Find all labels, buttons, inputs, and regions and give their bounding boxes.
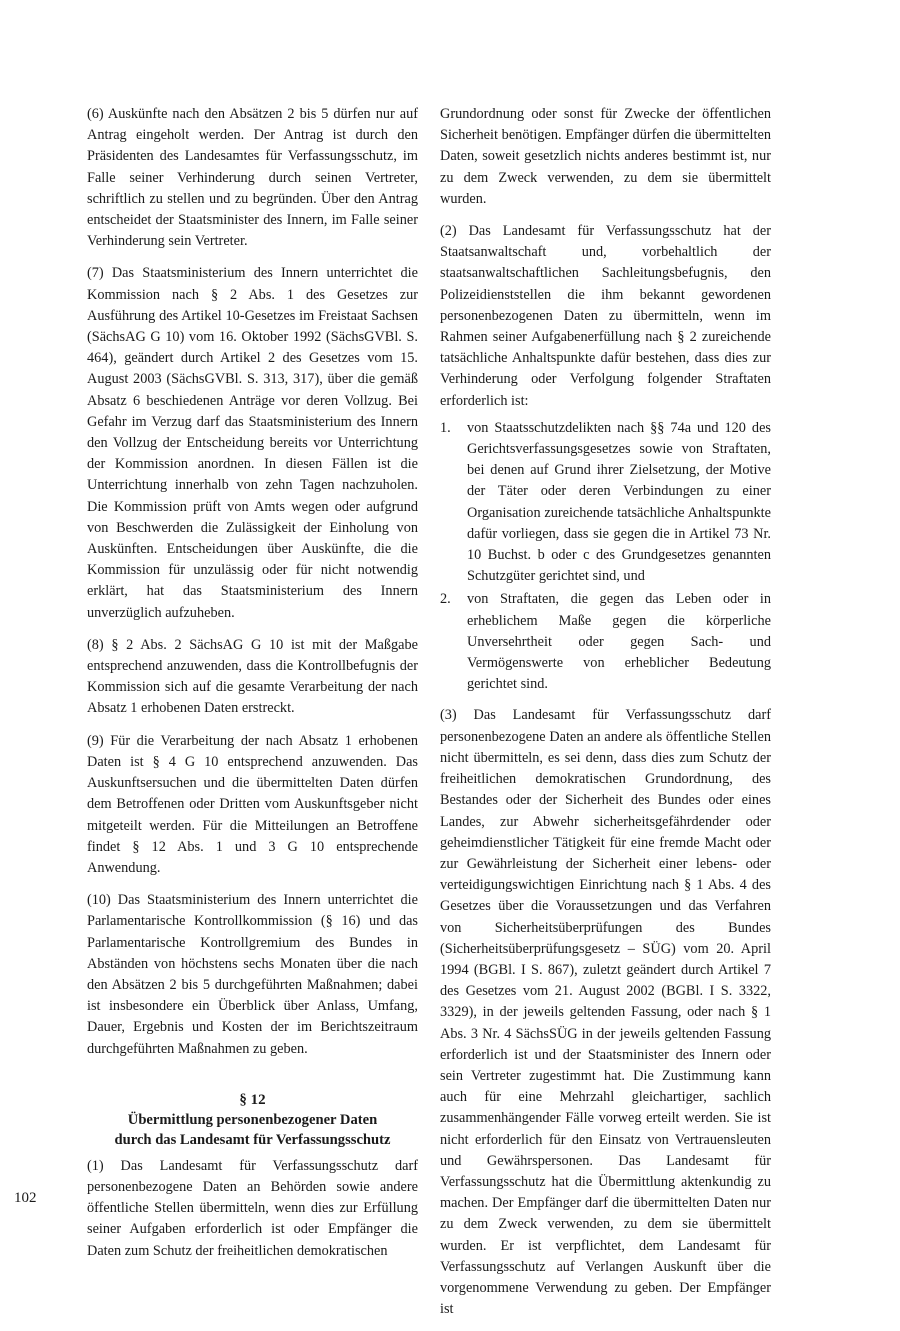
right-column [440,104,771,1331]
section-title-line-2: durch das Landesamt für Verfassungsschutz [114,1131,391,1148]
section-12-paragraph-1: (1) Das Landesamt für Verfassungsschutz darf personenbezogene Daten an Behörden sowie andere öffentliche Stellen übermitteln, wenn dies zur Erfüllung seiner Aufgaben erforderlich ist oder Empfänger die Daten zum Schutz der freiheitlichen demokratischen [87,1157,418,1259]
paragraph-6: (6) Auskünfte nach den Absätzen 2 bis 5 dürfen nur auf Antrag eingeholt werden. Der Antrag ist durch den Präsidenten des Landesamtes für Verfassungsschutz, im Falle seiner Verhinderung durch seinen Vertreter, schriftlich zu stellen und zu begründen. Über den Antrag entscheidet der Staatsminister des Innern, im Falle seiner Verhinderung sein Vertreter. [87,106,418,250]
section-title-line-1: Übermittlung personenbezogener Daten [127,1111,378,1128]
paragraph-10: (10) Das Staatsministerium des Innern unterrichtet die Parlamentarische Kontrollkommission (§ 16) und das Parlamentarische Kontrollgremium des Bundes in Abständen von höchstens sechs Monaten über die nach den Absätzen 2 bis 5 durchgeführten Maßnahmen; dabei ist insbesondere ein Überblick über Anlass, Umfang, Dauer, Ergebnis und Kosten der im Berichtszeitraum durchgeführten Maßnahmen zu geben. [87,892,418,1057]
paragraph-8: (8) § 2 Abs. 2 SächsAG G 10 ist mit der Maßgabe entsprechend anzuwenden, dass die Kontrollbefugnis der Kommission sich auf die gesamte Verarbeitung der nach Absatz 1 erhobenen Daten erstreckt. [87,636,418,717]
list-item [440,589,771,695]
paragraph-9: (9) Für die Verarbeitung der nach Absatz 1 erhobenen Daten ist § 4 G 10 entsprechend anzuwenden. Das Auskunftsersuchen und die übermittelten Daten dürfen dem Betroffenen oder Dritten vom Auskunftsgeber nicht mitgeteilt werden. Für die Mitteilungen an Betroffene findet § 12 Abs. 1 und 3 G 10 entsprechende Anwendung. [87,732,418,876]
list-item-number: 1. [440,419,451,436]
paragraph-3: (3) Das Landesamt für Verfassungsschutz darf personenbezogene Daten an andere als öffentliche Stellen nicht übermitteln, es sei denn, dass dies zum Schutz der freiheitlichen demokratischen Grundordnung, des Bestandes oder der Sicherheit des Bundes oder eines Landes, zur Abwehr sicherheitsgefährdender oder geheimdienstlicher Tätigkeit für eine fremde Macht oder zur Gewährleistung der Sicherheit einer lebens- oder verteidigungswichtigen Einrichtung nach § 1 Abs. 4 des Gesetzes über die Voraussetzungen und das Verfahren von Sicherheitsüberprüfungen des Bundes (Sicherheitsüberprüfungsgesetz – SÜG) vom 20. April 1994 (BGBl. I S. 867), zuletzt geändert durch Artikel 7 des Gesetzes vom 21. August 2002 (BGBl. I S. 3322, 3329), in der jeweils geltenden Fassung, oder nach § 1 Abs. 3 Nr. 4 SächsSÜG in der jeweils geltenden Fassung erforderlich ist und der Staatsminister des Innern oder sein Vertreter zugestimmt hat. Die Zustimmung kann auch für eine Mehrzahl gleichartiger, sachlich zusammenhängender Fälle vorweg erteilt werden. Sie ist nicht erforderlich für den Einsatz von Vertrauensleuten und Gewährspersonen. Das Landesamt für Verfassungsschutz hat die Übermittlung aktenkundig zu machen. Der Empfänger darf die übermittelten Daten nur zu dem Zweck verwenden, zu dem sie übermittelt wurden. Er ist verpflichtet, dem Landesamt für Verfassungsschutz auf Verlangen Auskunft über die vorgenommene Verwendung zu geben. Der Empfänger ist [440,707,771,1318]
list-item [440,418,771,588]
paragraph-7: (7) Das Staatsministerium des Innern unterrichtet die Kommission nach § 2 Abs. 1 des Gesetzes zur Ausführung des Artikel 10-Gesetzes im Freistaat Sachsen (SächsAG G 10) vom 16. Oktober 1992 (SächsGVBl. S. 464), geändert durch Artikel 2 des Gesetzes vom 15. August 2003 (SächsGVBl. S. 313, 317), über die gemäß Absatz 6 beschiedenen Anträge vor deren Vollzug. Bei Gefahr im Verzug darf das Staatsministerium des Innern den Vollzug der Entscheidung bereits vor Unterrichtung der Kommission anordnen. In diesen Fällen ist die Unterrichtung innerhalb von zehn Tagen nachzuholen. Die Kommission prüft von Amts wegen oder aufgrund von Beschwerden die Zulässigkeit der Einholung von Auskünften. Entscheidungen über Auskünfte, die die Kommission für unzulässig oder für nicht notwendig erklärt, hat das Staatsministerium des Innern unverzüglich aufzuheben. [87,265,418,621]
list-item-text: von Straftaten, die gegen das Leben oder in erheblichem Maße gegen die körperliche Unversehrtheit oder gegen Sach- und Vermögenswerte von erheblicher Bedeutung gerichtet sind. [467,591,771,693]
paragraph-2: (2) Das Landesamt für Verfassungsschutz hat der Staatsanwaltschaft und, vorbehaltlich der staatsanwaltschaftlichen Sachleitungsbefugnis, den Polizeidienststellen die ihm bekannt gewordenen personenbezogenen Daten zu übermitteln, wenn im Rahmen seiner Aufgabenerfüllung nach § 2 zureichende tatsächliche Anhaltspunkte dafür bestehen, dass dies zur Verhinderung oder Verfolgung folgender Straftaten erforderlich ist: [440,223,771,409]
left-column [87,104,418,1273]
list-item-number: 2. [440,591,451,608]
numbered-list [440,418,771,696]
section-number: § 12 [239,1091,266,1108]
paragraph-1-continuation: Grundordnung oder sonst für Zwecke der öffentlichen Sicherheit benötigen. Empfänger dürfen die übermittelten Daten, soweit gesetzlich nichts anderes bestimmt ist, nur zu dem Zweck verwenden, zu dem sie übermittelt wurden. [440,106,771,207]
list-item-text: von Staatsschutzdelikten nach §§ 74a und 120 des Gerichtsverfassungsgesetzes sowie von Straftaten, bei denen auf Grund ihrer Zielsetzung, der Motive der Täter oder deren Verbindungen zu einer Organisation zureichende tatsächliche Anhaltspunkte dafür vorliegen, dass sie gegen die in Artikel 73 Nr. 10 Buchst. b oder c des Grundgesetzes genannten Schutzgüter gerichtet sind, und [467,419,771,585]
page-number: 102 [14,1190,37,1206]
